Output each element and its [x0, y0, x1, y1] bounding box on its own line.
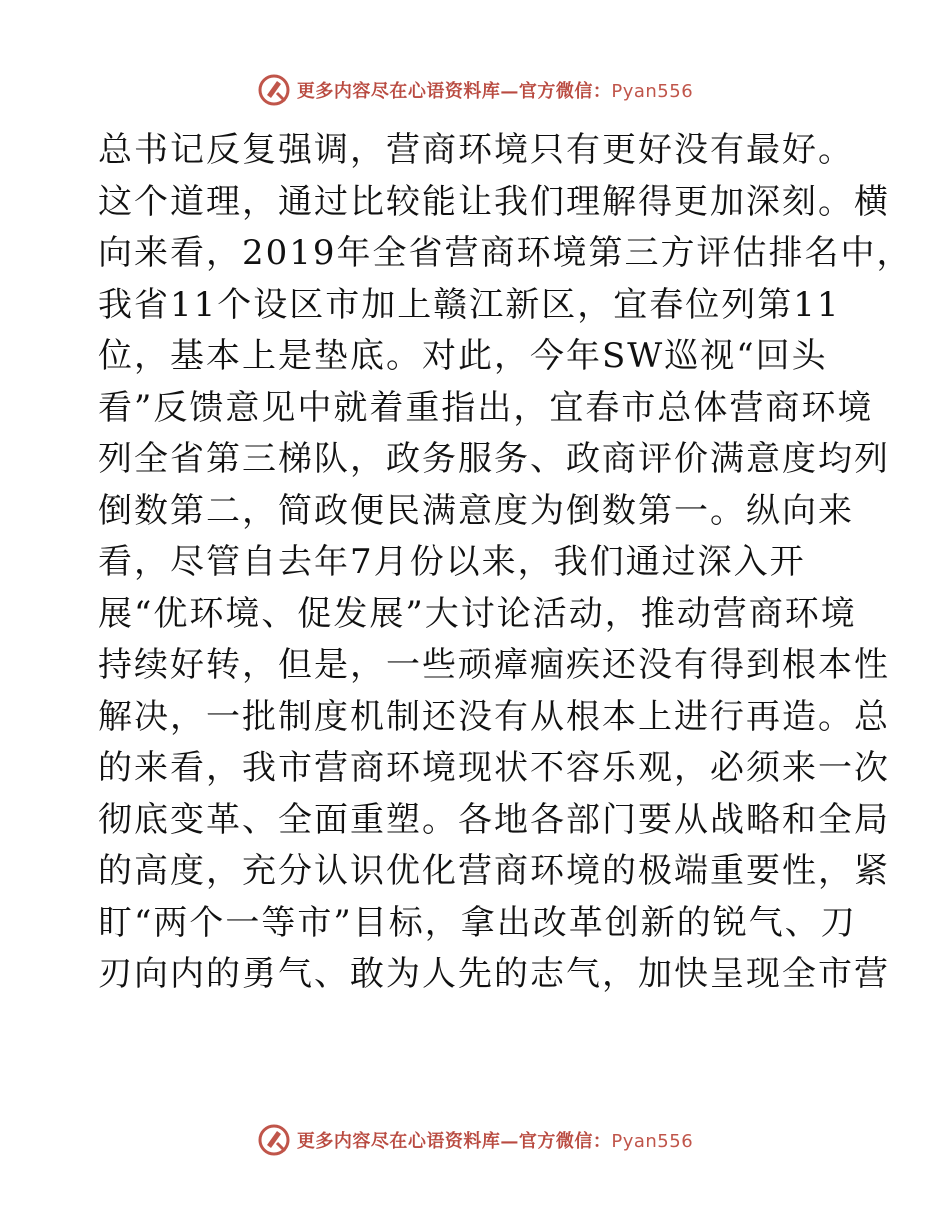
footer-watermark-cn: 更多内容尽在心语资料库—官方微信：: [296, 1131, 612, 1152]
header-watermark-text: [297, 77, 693, 103]
footer-watermark-text: [297, 1127, 693, 1153]
text-line: 倒数第二，简政便民满意度为倒数第一。纵向来: [98, 490, 854, 531]
header-watermark-cn: 更多内容尽在心语资料库—官方微信：: [296, 81, 612, 102]
logo-icon: [257, 73, 291, 107]
header-watermark-id: Pyan556: [611, 81, 694, 102]
text-line: 的来看，我市营商环境现状不容乐观，必须来一次: [98, 748, 890, 788]
text-line: 总书记反复强调，营商环境只有更好没有最好。: [98, 130, 854, 170]
logo-icon: [257, 1123, 291, 1157]
text-line: 看，尽管自去年7月份以来，我们通过深入开: [98, 542, 806, 582]
text-line: 持续好转，但是，一些顽瘴痼疾还没有得到根本性: [98, 645, 890, 685]
text-line: 看”反馈意见中就着重指出，宜春市总体营商环境: [98, 387, 874, 428]
text-line: 位，基本上是垫底。对此，今年SW巡视“回头: [98, 336, 828, 376]
footer-watermark-id: Pyan556: [611, 1131, 694, 1152]
text-line: 盯“两个一等市”目标，拿出改革创新的锐气、刀: [98, 902, 857, 943]
text-line: 彻底变革、全面重塑。各地各部门要从战略和全局: [98, 799, 890, 840]
text-line: 我省11个设区市加上赣江新区，宜春位列第11: [98, 284, 841, 325]
text-line: 向来看，2019年全省营商环境第三方评估排名中，: [98, 233, 913, 273]
footer-watermark-banner: [0, 1120, 950, 1160]
text-line: 展“优环境、促发展”大讨论活动，推动营商环境: [98, 593, 857, 634]
text-line: 这个道理，通过比较能让我们理解得更加深刻。横: [98, 181, 890, 222]
text-line: 刃向内的勇气、敢为人先的志气，加快呈现全市营: [98, 954, 890, 994]
text-line: 解决，一批制度机制还没有从根本上进行再造。总: [98, 696, 890, 737]
document-body: [98, 125, 913, 1001]
text-line: 列全省第三梯队，政务服务、政商评价满意度均列: [98, 439, 890, 479]
header-watermark-banner: [0, 70, 950, 110]
text-line: 的高度，充分认识优化营商环境的极端重要性，紧: [98, 851, 890, 891]
